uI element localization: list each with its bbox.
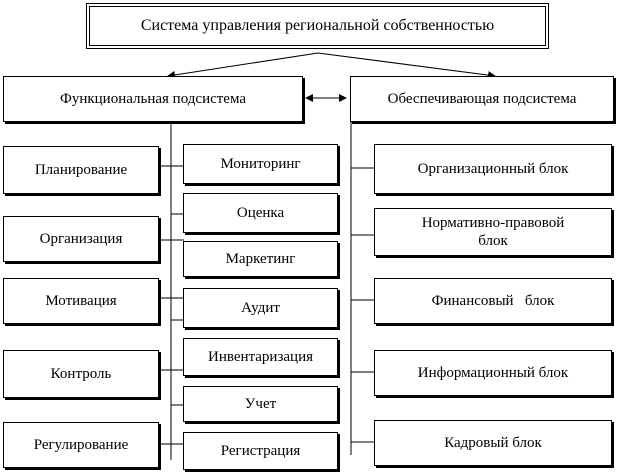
system-title-box	[86, 3, 549, 49]
support-box-information: Информационный блок	[374, 350, 612, 396]
supporting-subsystem-header: Обеспечивающая подсистема	[350, 76, 614, 122]
system-title: Система управления региональной собственностью	[89, 6, 546, 46]
support-box-personnel: Кадровый блок	[374, 420, 612, 466]
function-box-organization: Организация	[3, 216, 159, 262]
function-box-monitoring: Мониторинг	[183, 144, 338, 184]
function-box-planning: Планирование	[3, 146, 159, 194]
function-box-regulation: Регулирование	[3, 422, 159, 468]
function-box-motivation: Мотивация	[3, 278, 159, 324]
function-box-marketing: Маркетинг	[183, 241, 338, 277]
functional-subsystem-header: Функциональная подсистема	[3, 76, 303, 122]
function-box-control: Контроль	[3, 350, 159, 398]
function-box-inventory: Инвентаризация	[183, 338, 338, 376]
arrow-to-supporting	[318, 53, 495, 76]
support-box-financial: Финансовый блок	[374, 278, 612, 324]
function-box-assessment: Оценка	[183, 193, 338, 233]
function-box-accounting: Учет	[183, 386, 338, 422]
support-box-legal: Нормативно-правовой блок	[374, 208, 612, 256]
arrow-to-functional	[168, 53, 318, 76]
function-box-audit: Аудит	[183, 288, 338, 328]
function-box-registration: Регистрация	[183, 432, 338, 470]
support-box-organizational: Организационный блок	[374, 144, 612, 194]
